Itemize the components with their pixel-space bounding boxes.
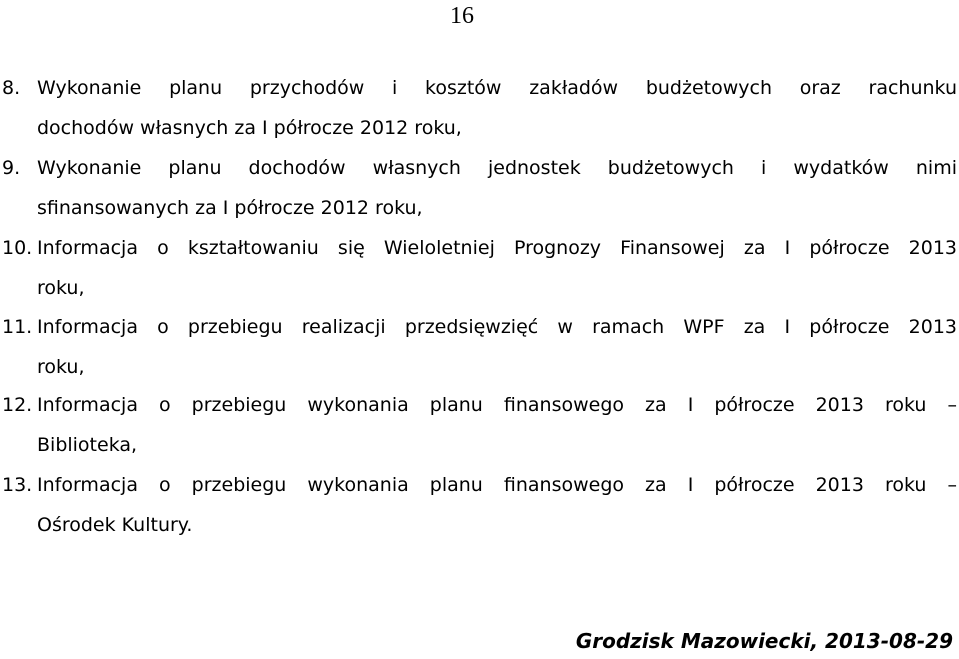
item-text-continuation: sfinansowanych za I półrocze 2012 roku, (37, 197, 423, 219)
list-item (0, 385, 959, 465)
item-number: 11. (2, 316, 33, 338)
item-text-continuation: Ośrodek Kultury. (37, 514, 193, 536)
item-text: Wykonanie planu dochodów własnych jednostek budżetowych i wydatków nimi (37, 157, 957, 179)
list-item (0, 148, 959, 228)
list-item (0, 68, 959, 148)
item-text-continuation: dochodów własnych za I półrocze 2012 roku, (37, 117, 462, 139)
item-number: 13. (2, 474, 33, 496)
list-item (0, 228, 959, 308)
place-and-date: Grodzisk Mazowiecki, 2013-08-29 (575, 629, 953, 653)
item-text: Informacja o kształtowaniu się Wieloletniej Prognozy Finansowej za I półrocze 2013 (37, 237, 957, 259)
item-text: Informacja o przebiegu realizacji przedsięwzięć w ramach WPF za I półrocze 2013 (37, 316, 957, 338)
item-text: Informacja o przebiegu wykonania planu finansowego za I półrocze 2013 roku – (37, 474, 957, 496)
list-item (0, 465, 959, 545)
item-text-continuation: roku, (37, 356, 85, 378)
item-number: 10. (2, 237, 33, 259)
item-number: 9. (2, 157, 21, 179)
item-text: Informacja o przebiegu wykonania planu finansowego za I półrocze 2013 roku – (37, 394, 957, 416)
list-item (0, 307, 959, 387)
item-text-continuation: Biblioteka, (37, 434, 138, 456)
item-number: 12. (2, 394, 33, 416)
item-text: Wykonanie planu przychodów i kosztów zakładów budżetowych oraz rachunku (37, 77, 957, 99)
page-number: 16 (450, 3, 474, 29)
item-text-continuation: roku, (37, 277, 85, 299)
item-number: 8. (2, 77, 21, 99)
